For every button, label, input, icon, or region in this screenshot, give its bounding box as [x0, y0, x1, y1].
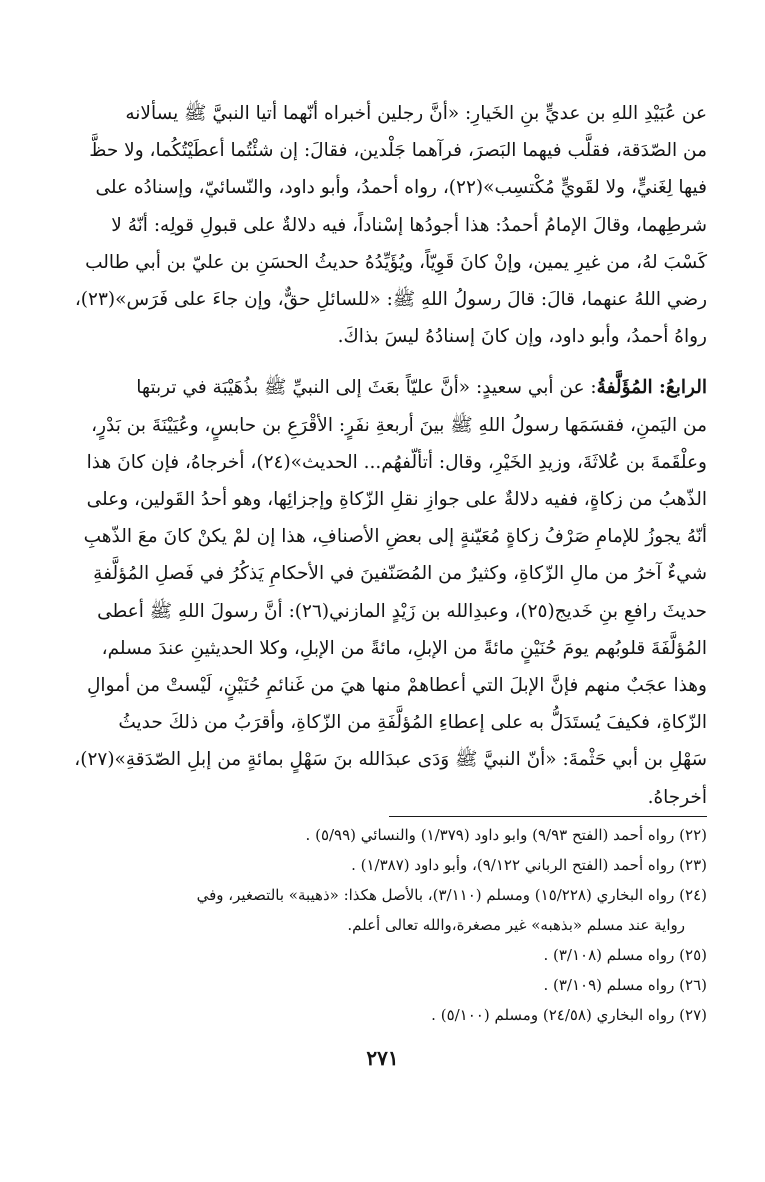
main-text — [57, 95, 707, 816]
text-line: حديثَ رافعِ بنِ خَديج(٢٥)، وعبدِالله بن زَيْدٍ المازني(٢٦): أنَّ رسولَ اللهِ ﷺ أعطى — [97, 600, 707, 622]
text-line: أنّهُ يجوزُ للإمامِ صَرْفُ زكاةٍ مُعَيّنةٍ إلى بعضِ الأصنافِ، هذا إن لمْ يكنْ كانَ معَ الذّهبِ — [83, 526, 707, 548]
text-line: رواهُ أحمدُ، وأبو داود، وإن كانَ إسنادُهُ ليسَ بذاكَ. — [337, 326, 707, 348]
text-line: من الصّدَقة، فقلَّب فيهما البَصرَ، فرآهما جَلْدين، فقالَ: إن شئْتُما أعطَيْتُكُما، ولا حظَّ — [89, 140, 707, 162]
text-line: رضي اللهُ عنهما، قالَ: قالَ رسولُ اللهِ ﷺ: «للسائلِ حقٌّ، وإن جاءَ على فَرَس»(٢٣)، — [74, 289, 707, 311]
footnote-23: (٢٣) رواه أحمد (الفتح الرباني ٩/١٢٢)، وأبو داود (١/٣٨٧) . — [351, 856, 707, 874]
text-line: سَهْلِ بن أبي حَثْمةَ: «أنّ النبيَّ ﷺ وَدَى عبدَالله بنَ سَهْلٍ بمائةٍ من إبلِ الصّدَقةِ»(٢٧)، — [74, 749, 707, 771]
footnote-22: (٢٢) رواه أحمد (الفتح ٩/٩٣) وابو داود (١/٣٧٩) والنسائي (٥/٩٩) . — [305, 826, 707, 844]
text-line: وعلْقَمةَ بن عُلاثَةَ، وزيدِ الخَيْرِ، وقال: أتألّفهُم... الحديث»(٢٤)، أخرجاهُ، فإن كانَ هذا — [86, 451, 707, 473]
footnote-24: (٢٤) رواه البخاري (١٥/٢٢٨) ومسلم (٣/١١٠)، بالأصل هكذا: «ذهيبة» بالتصغير، وفي — [196, 886, 707, 904]
footnotes — [57, 820, 707, 1030]
page-number: ٢٧١ — [366, 1046, 399, 1070]
footnote-27: (٢٧) رواه البخاري (٢٤/٥٨) ومسلم (٥/١٠٠) . — [431, 1006, 707, 1024]
section-heading-muallafa: الرابعُ: المُؤَلَّفةُ — [596, 377, 707, 399]
text-line: من اليَمنِ، فقسَمَها رسولُ اللهِ ﷺ بينَ أربعةِ نفَرٍ: الأقْرَعِ بن حابسٍ، وعُيَيْنَةَ بن بَدْرٍ، — [91, 414, 707, 436]
text-line: الذّهبُ من زكاةٍ، ففيه دلالةٌ على جوازِ نقلِ الزّكاةِ وإجزائِها، وهو أحدُ القَولين، وعلى — [86, 489, 707, 511]
paragraph-obaidullah-hadith — [57, 95, 707, 355]
footnote-separator — [389, 816, 707, 817]
text-line: المُؤلَّفَةَ قلوبُهم يومَ حُنَيْنٍ مائةً من الإبلِ، مائةً من الإبلِ، وكلا الحديثينِ عندَ مسلم، — [101, 637, 707, 659]
text-line: : عن أبي سعيدٍ: «أنَّ عليّاً بعَثَ إلى النبيِّ ﷺ بذُهَيْبَة في تربتها — [136, 377, 597, 399]
footnote-25: (٢٥) رواه مسلم (٣/١٠٨) . — [543, 946, 707, 964]
text-line: عن عُبَيْدِ اللهِ بن عديٍّ بنِ الخَيارِ: «أنَّ رجلين أخبراه أنّهما أتيا النبيَّ ﷺ يسألانه — [125, 103, 707, 124]
footnote-26: (٢٦) رواه مسلم (٣/١٠٩) . — [543, 976, 707, 994]
text-line: شرطِهما، وقالَ الإمامُ أحمدُ: هذا أجودُها إسْناداً، فيه دلالةٌ على قبولِ قولِه: أنّهُ لا — [111, 214, 707, 236]
text-line: كَسْبَ لهُ، من غيرِ يمين، وإنْ كانَ قَوِيّاً، ويُؤَيِّدُهُ حديثُ الحسَنِ بن عليّ بن أبي طالب — [85, 251, 707, 273]
text-line: شيءٌ آخرُ من مالِ الزّكاةِ، وكثيرٌ من المُصَنّفينَ في الأحكامِ يَذكُرُ في فَصلِ المُؤلَّفةِ — [93, 563, 707, 585]
text-line: فيها لِغَنيٍّ، ولا لقَويٍّ مُكْتسِب»(٢٢)، رواه أحمدُ، وأبو داود، والنّسائيّ، وإسنادُه على — [95, 177, 707, 199]
text-line: وهذا عجَبٌ منهم فإنَّ الإبلَ التي أعطاهمْ منها هيَ من غَنائمِ حُنَيْنٍ، لَيْستْ من أموالِ — [86, 675, 707, 697]
paragraph-muallafa — [57, 369, 707, 815]
text-line: الزّكاةِ، فكيفَ يُستَدَلُّ به على إعطاءِ المُؤلَّفَةِ من الزّكاةِ، وأقرَبُ من ذلكَ حديثُ — [118, 712, 707, 734]
footnote-24-continued: رواية عند مسلم «بذهبه» غير مصغرة،والله تعالى أعلم. — [347, 916, 685, 934]
text-line: أخرجاهُ. — [647, 786, 707, 808]
